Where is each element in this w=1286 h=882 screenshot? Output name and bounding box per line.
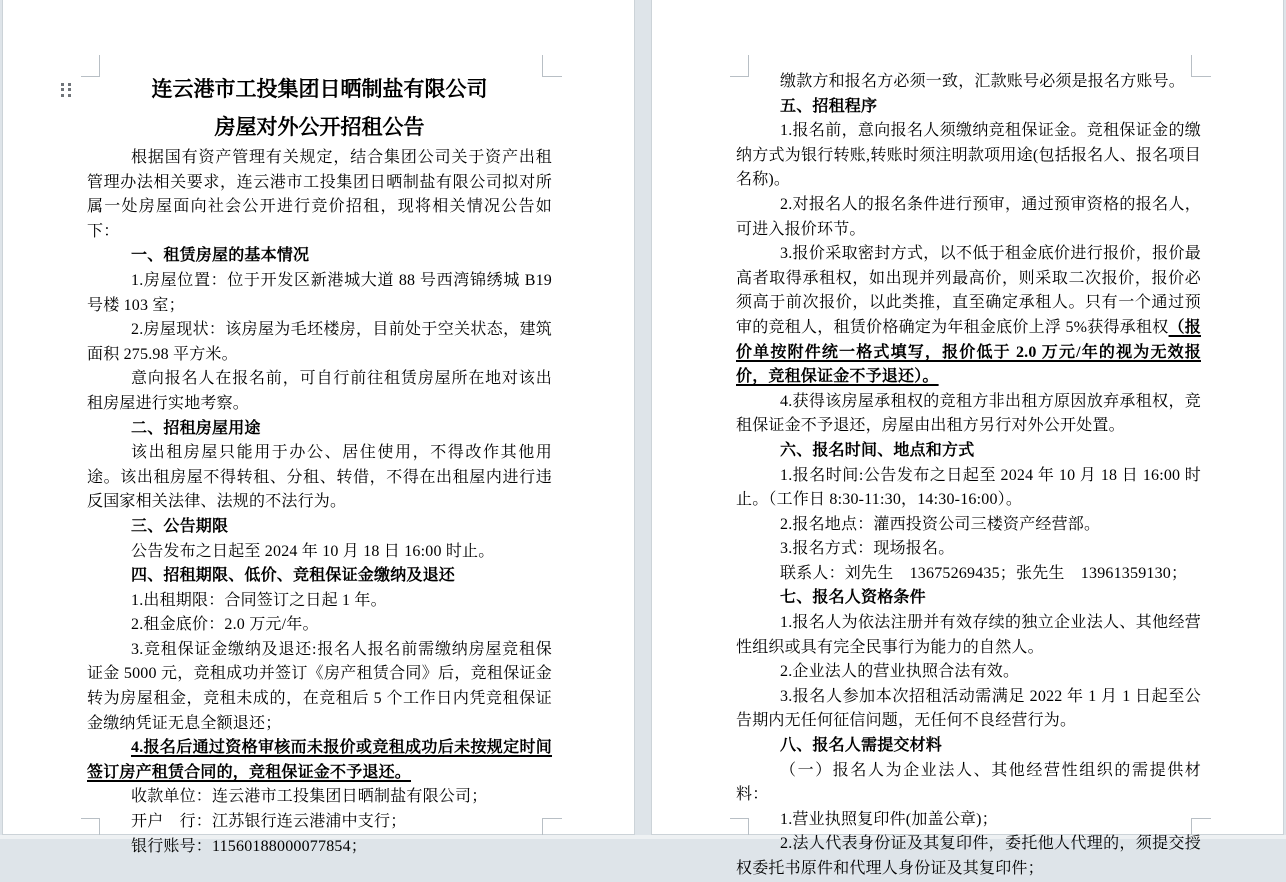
paragraph bbox=[87, 785, 552, 810]
text-run: 3.报名人参加本次招租活动需满足 2022 年 1 月 1 日起至公告期内无任何征信问题，无任何不良经营行为。 bbox=[736, 687, 1201, 730]
text-run: 2.法人代表身份证及其复印件，委托他人代理的，须提交授权委托书原件和代理人身份证及其复印件； bbox=[736, 835, 1201, 877]
page-1-content bbox=[87, 70, 552, 859]
section-heading bbox=[736, 734, 1201, 759]
paragraph bbox=[736, 611, 1201, 660]
paragraph bbox=[736, 513, 1201, 538]
text-run: 缴款方和报名方必须一致，汇款账号必须是报名方账号。 bbox=[780, 73, 1186, 90]
paragraph bbox=[87, 638, 552, 736]
text-run: 六、报名时间、地点和方式 bbox=[780, 441, 975, 459]
paragraph bbox=[736, 242, 1201, 390]
text-run: 一、租赁房屋的基本情况 bbox=[131, 247, 310, 265]
paragraph bbox=[736, 464, 1201, 513]
text-run: 1.出租期限：合同签订之日起 1 年。 bbox=[131, 591, 387, 609]
paragraph bbox=[87, 367, 552, 416]
page-2 bbox=[651, 0, 1284, 877]
paragraph bbox=[87, 318, 552, 367]
paragraph bbox=[736, 660, 1201, 685]
text-run: 二、招租房屋用途 bbox=[131, 419, 261, 437]
text-run: 联系人：刘先生 13675269435；张先生 13961359130； bbox=[780, 564, 1188, 582]
document-title bbox=[87, 70, 552, 108]
drag-handle-icon[interactable] bbox=[59, 82, 73, 98]
text-run: 收款单位：连云港市工投集团日晒制盐有限公司； bbox=[131, 788, 488, 806]
paragraph bbox=[87, 835, 552, 860]
text-run: 1.营业执照复印件(加盖公章)； bbox=[780, 810, 998, 828]
paragraph bbox=[736, 70, 1201, 95]
text-run: 该出租房屋只能用于办公、居住使用，不得改作其他用途。该出租房屋不得转租、分租、转借，不得在出租屋内进行违反国家相关法律、法规的不法行为。 bbox=[87, 444, 552, 511]
paragraph bbox=[736, 562, 1201, 587]
text-run: 开户 行：江苏银行连云港浦中支行； bbox=[131, 813, 407, 831]
text-run: 意向报名人在报名前，可自行前往租赁房屋所在地对该出租房屋进行实地考察。 bbox=[87, 370, 552, 412]
text-run: 3.报名方式：现场报名。 bbox=[780, 540, 955, 558]
paragraph bbox=[736, 193, 1201, 242]
section-heading bbox=[736, 586, 1201, 611]
section-heading bbox=[736, 95, 1201, 120]
text-run: 四、招租期限、低价、竞租保证金缴纳及退还 bbox=[131, 567, 456, 585]
text-run: 1.报名时间:公告发布之日起至 2024 年 10 月 18 日 16:00 时止。（工作日 8:30-11:30，14:30-16:00）。 bbox=[736, 466, 1201, 509]
paragraph bbox=[736, 119, 1201, 193]
paragraph bbox=[87, 589, 552, 614]
text-run: （一）报名人为企业法人、其他经营性组织的需提供材料： bbox=[736, 761, 1201, 804]
section-heading bbox=[736, 439, 1201, 464]
text-run: 银行账号：11560188000077854； bbox=[131, 837, 368, 855]
text-run: 1.房屋位置：位于开发区新港城大道 88 号西湾锦绣城 B19 号楼 103 室； bbox=[87, 271, 552, 314]
paragraph bbox=[87, 540, 552, 565]
page-2-content bbox=[736, 70, 1201, 882]
paragraph bbox=[736, 390, 1201, 439]
text-run: 3.报价采取密封方式，以不低于租金底价进行报价，报价最高者取得承租权，如出现并列最高价，则采取二次报价，报价必须高于前次报价，以此类推，直至确定承租人。只有一个通过预审的竞租人，租赁价格确定为年租金底价上浮 5%获得承租权 bbox=[736, 245, 1201, 336]
page-1 bbox=[2, 0, 635, 855]
paragraph bbox=[87, 441, 552, 515]
paragraph bbox=[736, 759, 1201, 808]
text-run: 八、报名人需提交材料 bbox=[780, 737, 943, 755]
text-run: 三、公告期限 bbox=[131, 517, 229, 535]
text-run: 七、报名人资格条件 bbox=[780, 589, 926, 607]
section-heading bbox=[87, 564, 552, 589]
text-run: 1.报名前，意向报名人须缴纳竞租保证金。竞租保证金的缴纳方式为银行转账,转账时须注明款项用途(包括报名人、报名项目名称)。 bbox=[736, 122, 1201, 189]
text-run: 3.竞租保证金缴纳及退还:报名人报名前需缴纳房屋竞租保证金 5000 元，竞租成功并签订《房产租赁合同》后，竞租保证金转为房屋租金，竞租未成的，在竞租后 5 个工作日内凭竞租保证金缴纳凭证无息全额退还； bbox=[87, 640, 552, 732]
text-run: 2.对报名人的报名条件进行预审，通过预审资格的报名人，可进入报价环节。 bbox=[736, 195, 1201, 238]
text-run: 2.企业法人的营业执照合法有效。 bbox=[780, 663, 1020, 681]
text-run: 五、招租程序 bbox=[780, 97, 878, 115]
paragraph bbox=[736, 685, 1201, 734]
document-title bbox=[87, 108, 552, 146]
text-run: 根据国有资产管理有关规定，结合集团公司关于资产出租管理办法相关要求，连云港市工投集团日晒制盐有限公司拟对所属一处房屋面向社会公开进行竞价招租，现将相关情况公告如下： bbox=[87, 149, 552, 240]
section-heading bbox=[87, 244, 552, 269]
text-run: 连云港市工投集团日晒制盐有限公司 bbox=[151, 77, 488, 101]
paragraph bbox=[87, 613, 552, 638]
paragraph bbox=[736, 832, 1201, 881]
text-run: 公告发布之日起至 2024 年 10 月 18 日 16:00 时止。 bbox=[131, 542, 495, 560]
paragraph bbox=[87, 269, 552, 318]
paragraph bbox=[87, 736, 552, 785]
paragraph bbox=[87, 810, 552, 835]
text-run: 2.房屋现状：该房屋为毛坯楼房，目前处于空关状态，建筑面积 275.98 平方米。 bbox=[87, 321, 552, 363]
text-run: 2.租金底价：2.0 万元/年。 bbox=[131, 616, 319, 634]
text-run: 4.报名后通过资格审核而未报价或竞租成功后未按规定时间签订房产租赁合同的，竞租保证金不予退还。 bbox=[87, 739, 552, 781]
paragraph bbox=[736, 808, 1201, 833]
section-heading bbox=[87, 417, 552, 442]
text-run: （报价单按附件统一格式填写，报价低于 2.0 万元/年的视为无效报价，竞租保证金不予退还）。 bbox=[736, 318, 1201, 386]
text-run: 房屋对外公开招租公告 bbox=[214, 115, 425, 139]
section-heading bbox=[87, 515, 552, 540]
paragraph bbox=[736, 537, 1201, 562]
paragraph bbox=[87, 146, 552, 244]
text-run: 4.获得该房屋承租权的竞租方非出租方原因放弃承租权，竞租保证金不予退还，房屋由出租方另行对外公开处置。 bbox=[736, 392, 1201, 435]
text-run: 2.报名地点：灌西投资公司三楼资产经营部。 bbox=[780, 515, 1101, 533]
text-run: 1.报名人为依法注册并有效存续的独立企业法人、其他经营性组织或具有完全民事行为能力的自然人。 bbox=[736, 614, 1201, 656]
